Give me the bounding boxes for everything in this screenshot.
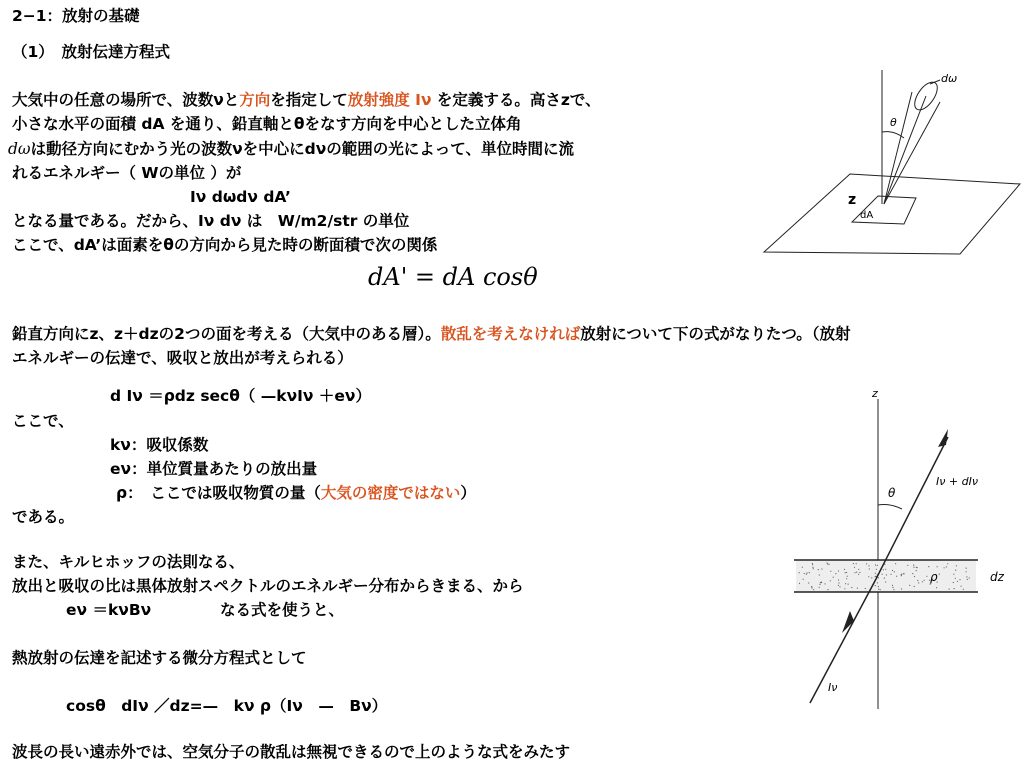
fig2-stipple-dot [926,576,927,577]
fig2-stipple-dot [875,585,876,586]
fig2-stipple-dot [818,569,819,570]
fig2-stipple-dot [845,583,846,584]
fig2-stipple-dot [913,567,914,568]
fig2-stipple-dot [928,566,929,567]
fig2-stipple-dot [844,569,845,570]
fig2-stipple-dot [811,586,812,587]
fig2-stipple-dot [917,580,918,581]
p1-intensity-highlight: 放射強度 Iν [347,91,432,109]
fig2-stipple-dot [828,564,829,565]
fig2-stipple-dot [949,589,950,590]
fig2-stipple-dot [878,586,879,587]
fig2-stipple-dot [858,574,859,575]
p3-line2: 放出と吸収の比は黒体放射スペクトルのエネルギー分布からきまる、から [12,577,524,595]
fig2-stipple-dot [830,571,831,572]
fig2-stipple-dot [802,567,803,568]
fig2-arrow-upper [938,429,948,447]
fig2-label-lower: Iν [828,681,838,694]
p2-here: ここで、 [12,412,74,430]
fig2-stipple-dot [936,587,937,588]
fig2-stipple-dot [819,574,820,575]
fig2-label-dz: dz [990,570,1004,584]
fig2-stipple-dot [827,589,828,590]
fig2-theta-arc [878,505,902,510]
kirchhoff-eq: eν ＝kνBν [66,601,152,619]
p3-line4: 熱放射の伝達を記述する微分方程式として [12,649,307,667]
fig2-stipple-dot [913,565,914,566]
fig2-stipple-dot [854,567,855,568]
fig2-stipple-dot [924,580,925,581]
fig2-stipple-dot [886,574,887,575]
p2-line1-a: 鉛直方向にz、z＋dzの2つの面を考える（大気中のある層）。 [12,325,441,343]
fig2-stipple-dot [811,587,812,588]
fig2-ray-lower [810,579,876,703]
p1-line5-expression: Iν dωdν dA’ [190,188,291,206]
fig2-stipple-dot [969,577,970,578]
fig2-stipple-dot [946,566,947,567]
figure-solid-angle [762,62,1022,262]
fig2-stipple-dot [966,571,967,572]
fig2-stipple-dot [835,573,836,574]
fig1-label-z: z [848,192,857,208]
fig2-stipple-dot [839,586,840,587]
p3-line3-b: なる式を使うと、 [220,601,345,619]
p2-scattering-highlight: 散乱を考えなければ [440,325,581,343]
p2-line1-c: 放射について下の式がなりたつ。（放射 [580,325,851,343]
fig2-stipple-dot [858,569,859,570]
fig2-label-z: z [872,387,878,400]
fig2-stipple-dot [853,563,854,564]
fig2-stipple-dot [904,573,905,574]
p1-line6: となる量である。だから、Iν dν は W/m2/str の単位 [12,212,410,230]
def-rho-a: ρ： ここでは吸収物質の量（ [116,484,321,502]
fig2-stipple-dot [838,570,839,571]
fig2-stipple-dot [890,574,891,575]
p1-line3-b: にむかう光の波数νを中心にdνの範囲の光によって、単位時間に流 [108,140,574,158]
fig2-stipple-dot [821,582,822,583]
fig1-cone-left [884,92,912,204]
p1-line4: れるエネルギー（ Wの単位 ）が [12,164,242,182]
fig2-stipple-dot [916,567,917,568]
fig2-stipple-dot [953,574,954,575]
fig2-stipple-dot [912,573,913,574]
fig2-stipple-dot [878,577,879,578]
fig2-stipple-dot [819,584,820,585]
fig2-stipple-dot [854,572,855,573]
fig2-stipple-dot [883,569,884,570]
fig2-stipple-dot [807,572,808,573]
fig2-stipple-dot [956,565,957,566]
fig2-stipple-dot [885,569,886,570]
def-emission: eν：単位質量あたりの放出量 [110,460,318,478]
fig2-stipple-dot [961,586,962,587]
fig2-stipple-dot [857,588,858,589]
fig2-stipple-dot [851,587,852,588]
fig2-stipple-dot [892,587,893,588]
fig2-stipple-dot [865,588,866,589]
fig2-stipple-dot [884,564,885,565]
fig1-plane [764,174,1020,254]
p1-line1-c: を指定して [270,91,348,109]
fig2-stipple-dot [838,579,839,580]
fig2-label-theta: θ [888,486,896,500]
equation-thermal: cosθ dIν ／dz=— kν ρ（Iν — Bν） [66,697,388,715]
fig2-stipple-dot [884,578,885,579]
fig1-cone-center [884,96,926,204]
fig2-stipple-dot [959,579,960,580]
fig2-stipple-dot [922,581,923,582]
def-absorption: kν：吸収係数 [110,436,209,454]
p3-line5: 波長の長い遠赤外では、空気分子の散乱は無視できるので上のような式をみたす [12,743,571,761]
fig2-stipple-dot [806,574,807,575]
fig2-stipple-dot [882,574,883,575]
fig2-stipple-dot [869,568,870,569]
fig2-stipple-dot [813,589,814,590]
fig2-stipple-dot [876,569,877,570]
fig2-stipple-dot [833,577,834,578]
p2-line2: エネルギーの伝達で、吸収と放出が考えられる） [12,349,353,367]
fig2-stipple-dot [955,578,956,579]
fig2-arrow-lower [842,611,854,633]
fig2-stipple-dot [916,570,917,571]
fig2-stipple-dot [909,585,910,586]
fig2-stipple-dot [871,577,872,578]
fig2-stipple-dot [914,586,915,587]
fig2-stipple-dot [799,583,800,584]
p1-line3 [8,139,574,159]
fig2-stipple-dot [955,570,956,571]
fig2-stipple-dot [877,582,878,583]
section-title: 2−1：放射の基礎 [12,7,140,25]
fig2-stipple-dot [901,588,902,589]
fig2-stipple-dot [826,562,827,563]
fig2-stipple-dot [830,580,831,581]
fig2-stipple-dot [856,572,857,573]
fig2-stipple-dot [967,579,968,580]
fig2-ray-upper [876,437,948,579]
fig2-stipple-dot [914,576,915,577]
fig2-stipple-dot [803,579,804,580]
fig2-stipple-dot [880,589,881,590]
p1-line1 [12,90,601,110]
fig2-stipple-dot [878,589,879,590]
d-omega-symbol: dω [8,140,31,158]
fig2-stipple-dot [957,581,958,582]
fig2-stipple-dot [821,568,822,569]
fig2-stipple-dot [866,563,867,564]
fig2-stipple-dot [868,576,869,577]
fig2-stipple-dot [827,563,828,564]
p2-end: である。 [12,508,75,526]
fig2-stipple-dot [812,567,813,568]
fig2-stipple-dot [875,564,876,565]
fig2-stipple-dot [963,589,964,590]
fig2-stipple-dot [859,572,860,573]
fig2-stipple-dot [895,563,896,564]
fig2-stipple-dot [893,589,894,590]
fig2-stipple-dot [939,574,940,575]
fig2-stipple-dot [901,574,902,575]
fig2-stipple-dot [804,573,805,574]
def-rho [116,483,476,503]
p1-direction-highlight: 方向 [239,91,271,109]
fig2-stipple-dot [812,563,813,564]
fig2-stipple-dot [845,572,846,573]
p1-line3-a: は動径方向 [30,140,109,158]
fig2-stipple-dot [809,572,810,573]
fig2-stipple-dot [868,565,869,566]
fig2-stipple-dot [894,571,895,572]
fig2-stipple-dot [953,582,954,583]
fig2-stipple-dot [937,566,938,567]
fig2-stipple-dot [856,563,857,564]
fig2-label-upper: Iν + dIν [936,475,978,488]
subsection-title: （1） 放射伝達方程式 [12,43,171,61]
p1-line2: 小さな水平の面積 dA を通り、鉛直軸とθをなす方向を中心とした立体角 [12,115,522,133]
equation-cross-section: dA' = dA cosθ [368,263,538,291]
fig2-stipple-dot [813,568,814,569]
fig2-label-rho: ρ [930,570,938,584]
fig1-label-theta: θ [890,116,897,129]
figure-layer-transfer [790,385,1020,715]
fig1-label-dA: dA [860,210,874,221]
fig1-label-domega: dω [941,72,958,85]
fig2-stipple-dot [848,584,849,585]
p1-line1-a: 大気中の任意の場所で、波数νと [12,91,240,109]
fig2-stipple-dot [947,563,948,564]
fig2-stipple-dot [846,578,847,579]
fig2-stipple-dot [892,570,893,571]
fig2-stipple-dot [824,583,825,584]
fig2-stipple-dot [847,576,848,577]
fig2-stipple-dot [838,585,839,586]
fig2-stipple-dot [844,588,845,589]
p2-line1 [12,324,851,344]
def-rho-c: ） [460,484,476,502]
fig2-stipple-dot [954,588,955,589]
def-rho-highlight: 大気の密度ではない [320,484,461,502]
fig2-stipple-dot [819,587,820,588]
fig2-stipple-dot [918,582,919,583]
fig2-stipple-dot [892,585,893,586]
fig2-stipple-dot [808,582,809,583]
fig2-stipple-dot [944,567,945,568]
fig2-layer [796,560,976,592]
fig2-stipple-dot [875,573,876,574]
equation-transfer: d Iν ＝ρdz secθ（ —kνIν ＋eν） [110,387,371,405]
fig2-stipple-dot [820,582,821,583]
fig2-stipple-dot [812,564,813,565]
p1-line1-e: を定義する。高さzで、 [431,91,601,109]
fig2-stipple-dot [838,582,839,583]
fig2-stipple-dot [877,565,878,566]
fig2-stipple-dot [799,572,800,573]
p1-line7: ここで、dA’は面素をθの方向から見た時の断面積で次の関係 [12,236,438,254]
fig2-stipple-dot [966,568,967,569]
fig2-stipple-dot [907,565,908,566]
p3-line1: また、キルヒホッフの法則なる、 [12,553,245,571]
fig2-stipple-dot [846,572,847,573]
fig2-stipple-dot [966,576,967,577]
fig2-stipple-dot [885,581,886,582]
fig2-stipple-dot [896,576,897,577]
